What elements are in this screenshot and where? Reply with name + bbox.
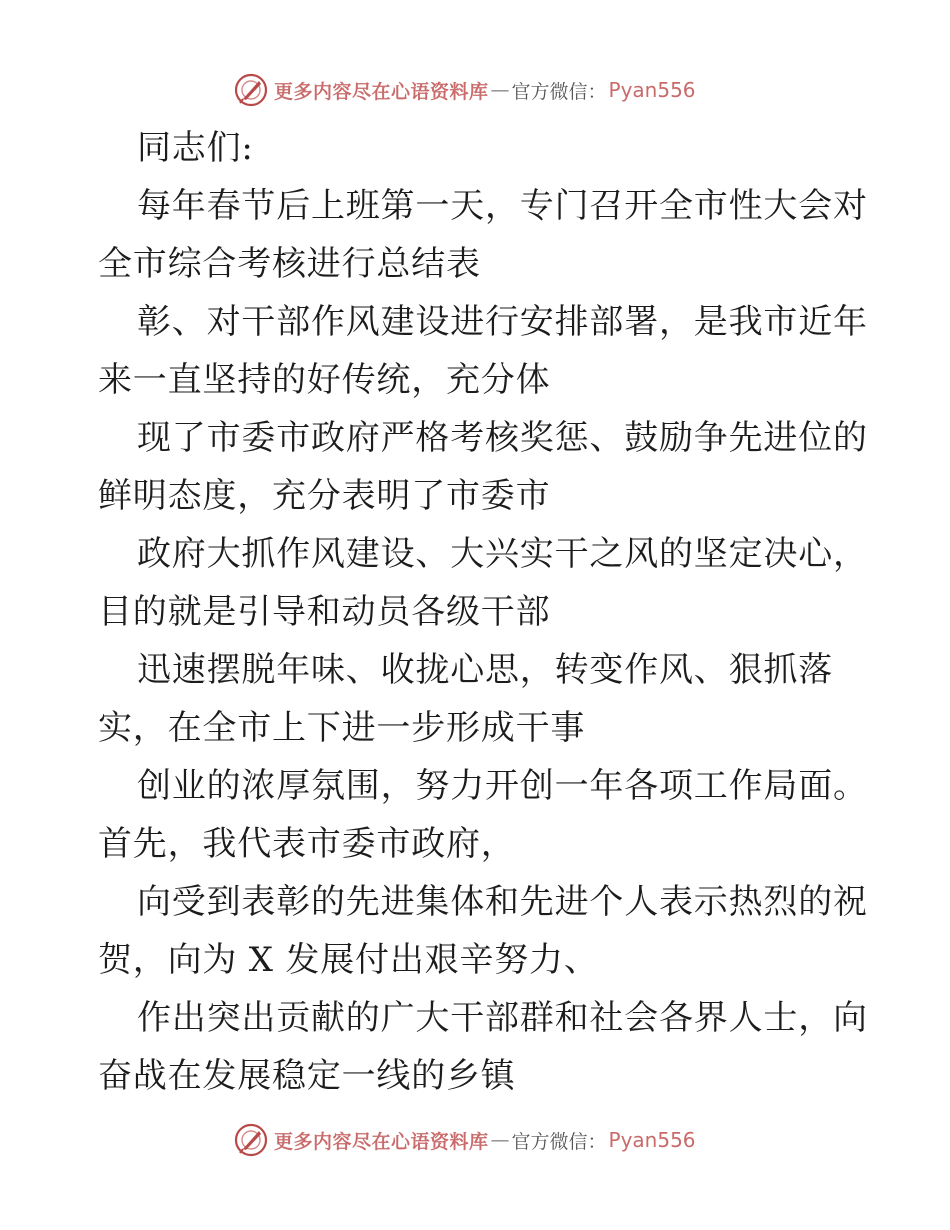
watermark-label: 官方微信：: [511, 1130, 607, 1153]
watermark-title: 更多内容尽在心语资料库: [274, 1130, 489, 1153]
text-line: 奋战在发展稳定一线的乡镇: [98, 1056, 516, 1096]
text-line: 创业的浓厚氛围，努力开创一年各项工作局面。: [137, 766, 868, 806]
text-line: 迅速摆脱年味、收拢心思，转变作风、狠抓落: [137, 650, 833, 690]
watermark-wechat-id: Pyan556: [608, 1128, 696, 1152]
footer-watermark: [234, 1120, 696, 1160]
text-line: 来一直坚持的好传统，充分体: [98, 360, 551, 400]
text-line: 目的就是引导和动员各级干部: [98, 592, 551, 632]
watermark-dash: —: [490, 79, 510, 101]
watermark-dash: —: [490, 1129, 510, 1151]
header-watermark: [234, 70, 696, 110]
watermark-label: 官方微信：: [511, 80, 607, 103]
salutation: 同志们:: [137, 128, 254, 168]
text-line: 作出突出贡献的广大干部群和社会各界人士，向: [137, 998, 868, 1038]
watermark-wechat-id: Pyan556: [608, 78, 696, 102]
text-line: 实，在全市上下进一步形成干事: [98, 708, 586, 748]
quill-logo-icon: [234, 1123, 268, 1157]
text-line: 向受到表彰的先进集体和先进个人表示热烈的祝: [137, 882, 868, 922]
watermark-title: 更多内容尽在心语资料库: [274, 80, 489, 103]
text-line: 政府大抓作风建设、大兴实干之风的坚定决心，: [137, 534, 868, 574]
text-line: 贺，向为 X 发展付出艰辛努力、: [98, 940, 599, 980]
quill-logo-icon: [234, 73, 268, 107]
text-line: 彰、对干部作风建设进行安排部署，是我市近年: [137, 302, 868, 342]
text-line: 全市综合考核进行总结表: [98, 244, 481, 284]
text-line: 鲜明态度，充分表明了市委市: [98, 476, 551, 516]
text-line: 现了市委市政府严格考核奖惩、鼓励争先进位的: [137, 418, 868, 458]
text-line: 每年春节后上班第一天，专门召开全市性大会对: [137, 186, 868, 226]
text-line: 首先，我代表市委市政府，: [98, 824, 516, 864]
